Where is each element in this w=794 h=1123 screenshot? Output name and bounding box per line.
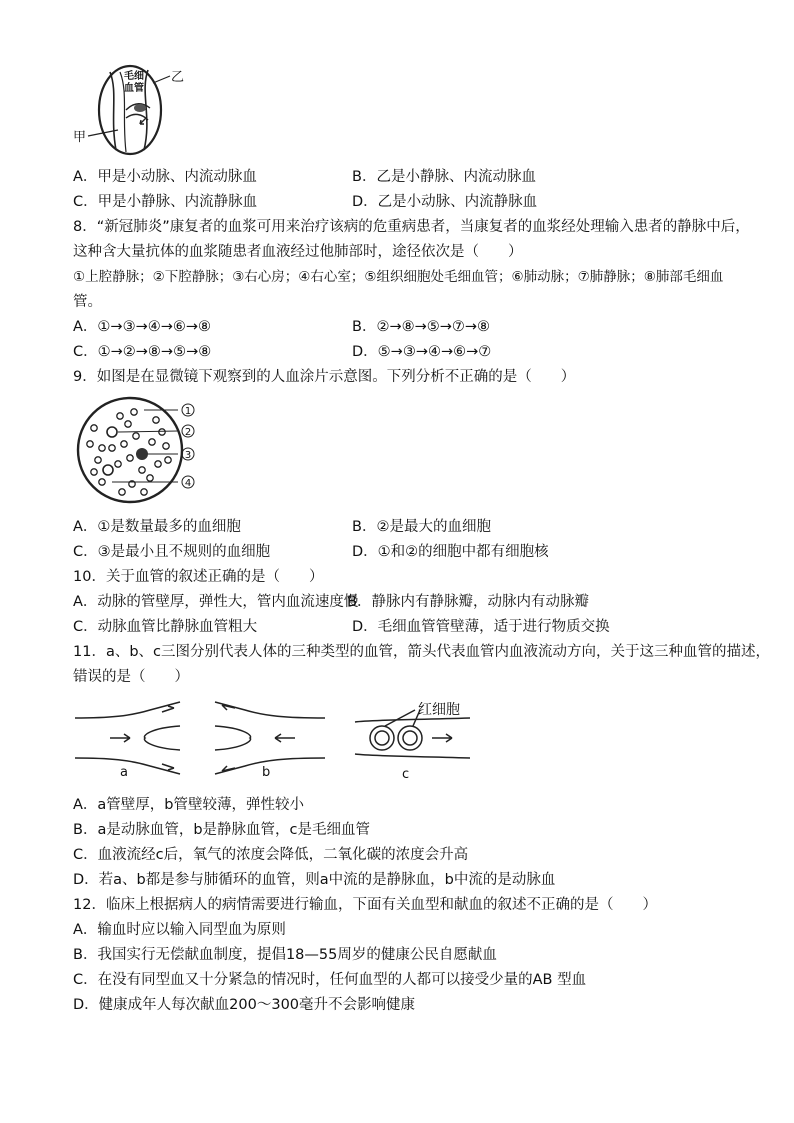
smear-label-2: 2 [184, 427, 192, 438]
q8-stem-line1: 8．“新冠肺炎”康复者的血浆可用来治疗该病的危重病患者，当康复者的血浆经处理输入患者的静脉中后， [73, 219, 750, 235]
red-blood-cell [141, 489, 147, 495]
red-blood-cell [149, 439, 155, 445]
q8-list-line2: 管。 [73, 294, 102, 310]
red-blood-cell [87, 441, 93, 447]
q7-option-a: A．甲是小动脉、内流动脉血 [73, 169, 257, 185]
rbc-label: 红细胞 [418, 702, 460, 718]
q10-stem: 10．关于血管的叙述正确的是（ ） [73, 569, 324, 585]
q12-option-d: D．健康成年人每次献血200～300毫升不会影响健康 [73, 997, 416, 1013]
red-blood-cell [91, 469, 97, 475]
red-blood-cell [109, 445, 115, 451]
q12-stem: 12．临床上根据病人的病情需要进行输血，下面有关血型和献血的叙述不正确的是（ ） [73, 897, 657, 913]
red-blood-cell [119, 489, 125, 495]
white-blood-cell [136, 448, 148, 460]
q8-stem-line2: 这种含大量抗体的血浆随患者血液经过他肺部时，途径依次是（ ） [73, 244, 523, 260]
red-blood-cell [131, 409, 137, 415]
smear-label-1: 1 [184, 406, 192, 417]
q12-option-c: C．在没有同型血又十分紧急的情况时，任何血型的人都可以接受少量的AB 型血 [73, 972, 587, 988]
q11-option-b: B．a是动脉血管，b是静脉血管，c是毛细血管 [73, 822, 371, 838]
red-blood-cell [139, 467, 145, 473]
blood-smear-figure [72, 398, 212, 508]
q12-option-a: A．输血时应以输入同型血为原则 [73, 922, 286, 938]
red-blood-cell [153, 417, 159, 423]
q9-option-d: D．①和②的细胞中都有细胞核 [352, 544, 549, 560]
vessels-figure [70, 698, 500, 788]
q8-option-d: D．⑤→③→④→⑥→⑦ [352, 344, 492, 360]
q11-option-a: A．a管壁厚，b管壁较薄，弹性较小 [73, 797, 305, 813]
label-yi: 乙 [171, 70, 185, 85]
q11-stem-line1: 11．a、b、c三图分别代表人体的三种类型的血管，箭头代表血管内血液流动方向，关于这三种血管的描述， [73, 644, 771, 660]
q12-option-b: B．我国实行无偿献血制度，提倡18—55周岁的健康公民自愿献血 [73, 947, 497, 963]
vessel-left [110, 72, 116, 150]
red-blood-cell [133, 433, 139, 439]
label-c: c [402, 767, 410, 782]
q11-option-d: D．若a、b都是参与肺循环的血管，则a中流的是静脉血，b中流的是动脉血 [73, 872, 556, 888]
red-blood-cell [155, 461, 161, 467]
red-blood-cell [127, 455, 133, 461]
white-blood-cell-3 [103, 465, 113, 475]
red-blood-cell [165, 457, 171, 463]
smear-label-3: 3 [184, 450, 192, 461]
vessel-a [75, 702, 180, 774]
label-b: b [262, 765, 271, 780]
smear-label-4: 4 [184, 478, 192, 489]
red-blood-cell [95, 457, 101, 463]
vessel-b [215, 702, 325, 774]
capillary-figure [70, 62, 200, 162]
capillary-label-1: 毛细 [124, 71, 144, 82]
q9-option-a: A．①是数量最多的血细胞 [73, 519, 241, 535]
label-a: a [120, 765, 128, 780]
white-blood-cell-2 [107, 427, 117, 437]
q8-list-line1: ①上腔静脉；②下腔静脉；③右心房；④右心室；⑤组织细胞处毛细血管；⑥肺动脉；⑦肺静脉；⑧肺部毛细血 [73, 269, 724, 285]
q9-stem: 9．如图是在显微镜下观察到的人血涂片示意图。下列分析不正确的是（ ） [73, 369, 576, 385]
red-blood-cell [115, 461, 121, 467]
red-blood-cell [91, 425, 97, 431]
red-blood-cell [147, 475, 153, 481]
q11-stem-line2: 错误的是（ ） [73, 669, 189, 685]
q10-option-a: A．动脉的管壁厚，弹性大，管内血流速度慢 [73, 594, 359, 610]
q8-option-c: C．①→②→⑧→⑤→⑧ [73, 344, 212, 360]
red-blood-cell [125, 421, 131, 427]
red-cell [134, 104, 146, 112]
red-blood-cell [99, 445, 105, 451]
q7-option-c: C．甲是小静脉、内流静脉血 [73, 194, 258, 210]
red-blood-cell [99, 479, 105, 485]
red-blood-cell [163, 443, 169, 449]
label-jia: 甲 [73, 130, 87, 145]
capillary-label-2: 血管 [124, 83, 144, 94]
q11-option-c: C．血液流经c后，氧气的浓度会降低，二氧化碳的浓度会升高 [73, 847, 469, 863]
red-blood-cell [117, 413, 123, 419]
red-blood-cell [159, 429, 165, 435]
q9-option-c: C．③是最小且不规则的血细胞 [73, 544, 271, 560]
q8-option-a: A．①→③→④→⑥→⑧ [73, 319, 212, 335]
q10-option-c: C．动脉血管比静脉血管粗大 [73, 619, 258, 635]
q8-option-b: B．②→⑧→⑤→⑦→⑧ [352, 319, 491, 335]
red-blood-cell [121, 441, 127, 447]
flow-arrow [140, 118, 146, 124]
q7-option-d: D．乙是小动脉、内流静脉血 [352, 194, 538, 210]
q9-option-b: B．②是最大的血细胞 [352, 519, 491, 535]
q10-option-d: D．毛细血管管壁薄，适于进行物质交换 [352, 619, 610, 635]
q10-option-b: B．静脉内有静脉瓣，动脉内有动脉瓣 [347, 594, 589, 610]
q7-option-b: B．乙是小静脉、内流动脉血 [352, 169, 536, 185]
